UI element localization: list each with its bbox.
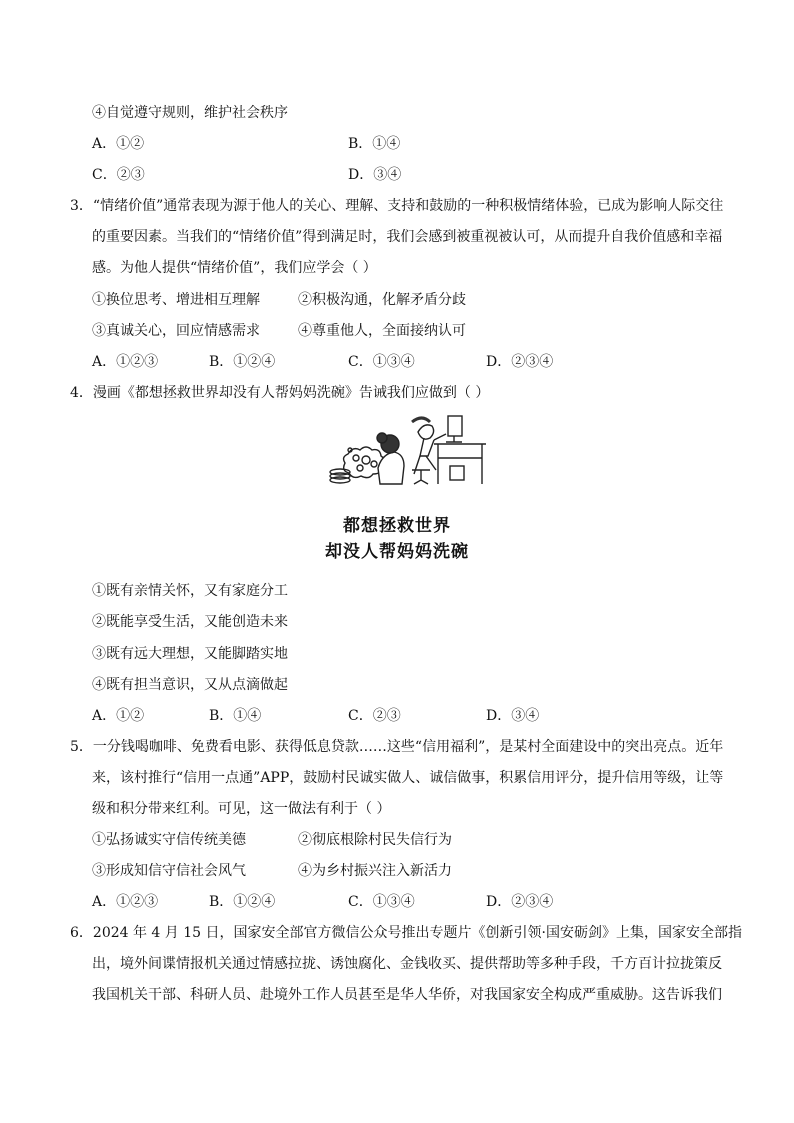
q3-item3: ③真诚关心，回应情感需求 (92, 323, 260, 339)
q4-option-b[interactable]: B．①④ (209, 708, 262, 724)
q2-option-c[interactable]: C．②③ (92, 167, 145, 183)
q5-item1: ①弘扬诚实守信传统美德 (92, 832, 246, 848)
cartoon-image (326, 410, 490, 492)
q3-option-d[interactable]: D．②③④ (486, 354, 554, 370)
q4-item3: ③既有远大理想，又能脚踏实地 (92, 646, 288, 662)
q5-stem-line3: 级和积分带来红利。可见，这一做法有利于（ ） (92, 801, 391, 817)
q3-item1: ①换位思考、增进相互理解 (92, 292, 260, 308)
q2-option-b[interactable]: B．①④ (348, 136, 401, 152)
q4-item2: ②既能享受生活，又能创造未来 (92, 614, 288, 630)
q5-option-a[interactable]: A．①②③ (92, 894, 159, 910)
q5-item3: ③形成知信守信社会风气 (92, 863, 246, 879)
cartoon-caption-line2: 却没人帮妈妈洗碗 (325, 542, 469, 562)
q6-stem-line1: 6．2024 年 4 月 15 日，国家安全部官方微信公众号推出专题片《创新引领·国安砺剑》上集，国家安全部指 (70, 925, 742, 941)
q6-stem-line2: 出，境外间谍情报机关通过情感拉拢、诱蚀腐化、金钱收买、提供帮助等多种手段，千方百计拉拢策反 (92, 956, 722, 972)
cartoon-caption-line1: 都想拯救世界 (343, 516, 451, 536)
q4-stem-line1: 4．漫画《都想拯救世界却没有人帮妈妈洗碗》告诫我们应做到（ ） (70, 385, 490, 401)
q3-stem-line3: 感。为他人提供“情绪价值”，我们应学会（ ） (92, 260, 377, 276)
q5-option-d[interactable]: D．②③④ (486, 894, 554, 910)
q5-option-c[interactable]: C．①③④ (348, 894, 415, 910)
q3-option-c[interactable]: C．①③④ (348, 354, 415, 370)
q3-stem-line1: 3．“情绪价值”通常表现为源于他人的关心、理解、支持和鼓励的一种积极情绪体验，已成为影响人际交往 (70, 198, 724, 214)
q5-item2: ②彻底根除村民失信行为 (298, 832, 452, 848)
q3-item2: ②积极沟通，化解矛盾分歧 (298, 292, 466, 308)
q4-item4: ④既有担当意识，又从点滴做起 (92, 677, 288, 693)
q3-option-a[interactable]: A．①②③ (92, 354, 159, 370)
q5-option-b[interactable]: B．①②④ (209, 894, 276, 910)
q3-option-b[interactable]: B．①②④ (209, 354, 276, 370)
q4-item1: ①既有亲情关怀，又有家庭分工 (92, 583, 288, 599)
q4-option-d[interactable]: D．③④ (486, 708, 540, 724)
q4-option-c[interactable]: C．②③ (348, 708, 401, 724)
q5-stem-line1: 5．一分钱喝咖啡、免费看电影、获得低息贷款……这些“信用福利”，是某村全面建设中的突出亮点。近年 (70, 739, 724, 755)
q2-option-d[interactable]: D．③④ (348, 167, 402, 183)
q5-item4: ④为乡村振兴注入新活力 (298, 863, 452, 879)
q3-item4: ④尊重他人，全面接纳认可 (298, 323, 466, 339)
q4-option-a[interactable]: A．①② (92, 708, 145, 724)
q2-option-a[interactable]: A．①② (92, 136, 145, 152)
q5-stem-line2: 来，该村推行“信用一点通”APP，鼓励村民诚实做人、诚信做事，积累信用评分，提升信用等级，让等 (92, 770, 724, 786)
q6-stem-line3: 我国机关干部、科研人员、赴境外工作人员甚至是华人华侨，对我国家安全构成严重威胁。这告诉我们 (92, 987, 722, 1003)
q2-item4: ④自觉遵守规则，维护社会秩序 (92, 105, 288, 121)
q3-stem-line2: 的重要因素。当我们的“情绪价值”得到满足时，我们会感到被重视被认可，从而提升自我价值感和幸福 (92, 229, 723, 245)
